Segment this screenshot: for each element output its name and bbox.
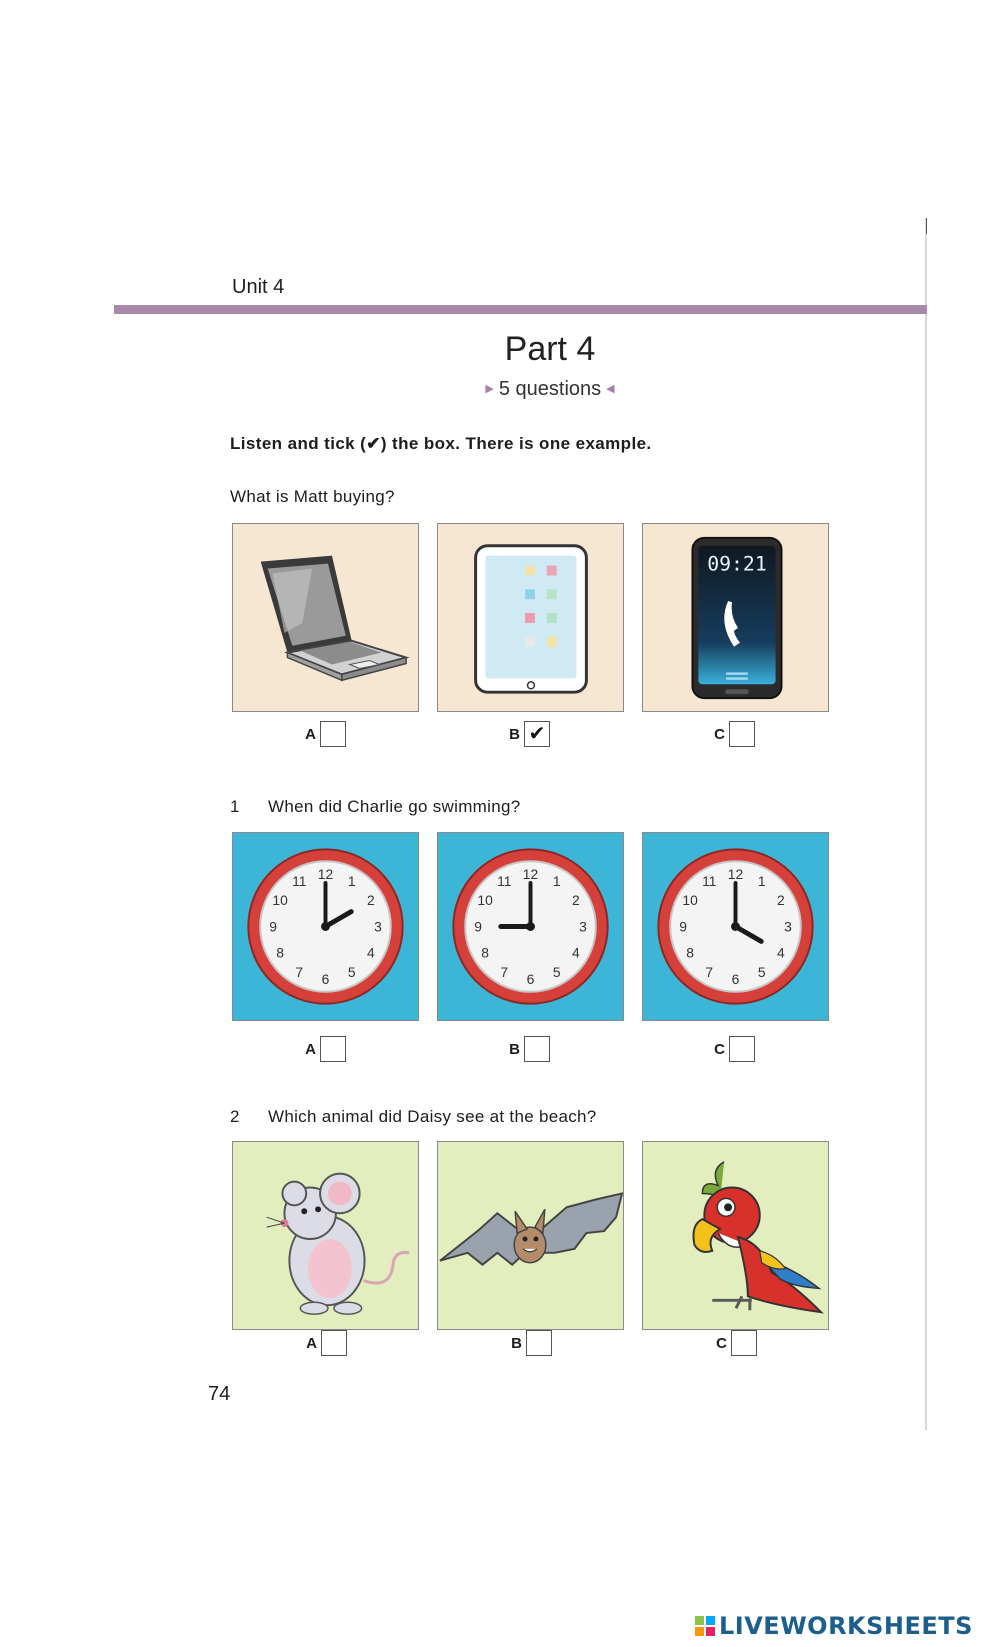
question-1-picture-c [642, 832, 829, 1021]
question-2-picture-c [642, 1141, 829, 1330]
clock-numeral: 4 [777, 944, 785, 961]
question-2-option-a[interactable] [297, 1328, 347, 1358]
clock-numeral: 4 [367, 944, 375, 961]
option-letter: A [305, 725, 316, 743]
question-2-option-c[interactable] [707, 1328, 757, 1358]
page-edge [925, 218, 927, 1430]
clock-numeral: 9 [269, 918, 277, 935]
parrot-picture [643, 1142, 828, 1329]
clock-center [321, 922, 330, 931]
instruction-text: Listen and tick (✔) the box. There is one example. [230, 434, 652, 453]
clock-numeral: 11 [292, 873, 307, 890]
question-count: 5 questions [498, 378, 602, 400]
tablet-picture [438, 524, 623, 711]
question-2-picture-b [437, 1141, 624, 1330]
unit-divider [114, 305, 927, 314]
answer-checkbox[interactable]: ✔ [524, 721, 550, 747]
answer-checkbox[interactable] [729, 1036, 755, 1062]
answer-checkbox[interactable] [524, 1036, 550, 1062]
clock-numeral: 9 [474, 918, 482, 935]
option-letter: B [509, 725, 520, 743]
example-option-c[interactable] [705, 719, 755, 749]
clock-numeral: 8 [276, 944, 284, 961]
clock-numeral: 2 [572, 892, 580, 909]
clock-numeral: 1 [347, 873, 356, 890]
clock-numeral: 8 [481, 944, 489, 961]
clock-center [731, 922, 740, 931]
clock-numeral: 2 [777, 892, 785, 909]
option-letter: C [714, 725, 725, 743]
clock-numeral: 10 [477, 892, 493, 909]
clock-numeral: 7 [295, 963, 304, 980]
clock-numeral: 3 [579, 918, 587, 935]
option-letter: B [511, 1334, 522, 1352]
clock-numeral: 6 [731, 970, 740, 987]
answer-checkbox[interactable] [320, 721, 346, 747]
clock-numeral: 6 [526, 970, 535, 987]
clock-numeral: 5 [552, 963, 561, 980]
question-number: 1 [230, 797, 240, 816]
clock-numeral: 12 [727, 866, 744, 883]
option-letter: A [305, 1040, 316, 1058]
example-option-b[interactable] [500, 719, 550, 749]
bat-picture [438, 1142, 623, 1329]
example-option-a[interactable] [296, 719, 346, 749]
question-1-option-b[interactable] [500, 1034, 550, 1064]
clock-numeral: 8 [686, 944, 694, 961]
clock-numeral: 1 [552, 873, 561, 890]
grid-logo-icon [695, 1616, 715, 1636]
option-letter: C [714, 1040, 725, 1058]
question-1 [230, 797, 520, 817]
clock-numeral: 3 [374, 918, 382, 935]
answer-checkbox[interactable] [526, 1330, 552, 1356]
clock-numeral: 7 [500, 963, 509, 980]
option-letter: B [509, 1040, 520, 1058]
clock-numeral: 12 [317, 866, 334, 883]
option-letter: A [306, 1334, 317, 1352]
clock-numeral: 4 [572, 944, 580, 961]
answer-checkbox[interactable] [320, 1036, 346, 1062]
clock-numeral: 5 [347, 963, 356, 980]
part-title: Part 4 [504, 330, 596, 368]
clock-numeral: 5 [757, 963, 766, 980]
clock-numeral: 2 [367, 892, 375, 909]
question-number: 2 [230, 1107, 240, 1126]
clock-numeral: 9 [679, 918, 687, 935]
page-edge-mark [926, 218, 927, 234]
question-2-option-b[interactable] [502, 1328, 552, 1358]
part-subtitle [380, 378, 720, 401]
clock-numeral: 11 [497, 873, 512, 890]
clock-numeral: 1 [757, 873, 766, 890]
mouse-picture [233, 1142, 418, 1329]
page-number: 74 [208, 1383, 231, 1405]
example-picture-b [437, 523, 624, 712]
triangle-right-icon: ▶ [485, 383, 494, 395]
question-1-picture-b [437, 832, 624, 1021]
clock-picture [438, 833, 623, 1020]
laptop-picture [233, 524, 418, 711]
clock-center [526, 922, 535, 931]
clock-picture [233, 833, 418, 1020]
clock-numeral: 10 [272, 892, 288, 909]
smartphone-picture [643, 524, 828, 711]
clock-picture [643, 833, 828, 1020]
brand-logo [695, 1612, 973, 1640]
example-picture-a [232, 523, 419, 712]
option-letter: C [716, 1334, 727, 1352]
question-1-picture-a [232, 832, 419, 1021]
question-1-option-a[interactable] [296, 1034, 346, 1064]
question-2-picture-a [232, 1141, 419, 1330]
clock-numeral: 11 [702, 873, 717, 890]
question-text: When did Charlie go swimming? [268, 797, 521, 816]
question-text: Which animal did Daisy see at the beach? [268, 1107, 597, 1126]
answer-checkbox[interactable] [729, 721, 755, 747]
clock-numeral: 6 [321, 970, 330, 987]
brand-name: LIVEWORKSHEETS [719, 1612, 973, 1640]
example-picture-c [642, 523, 829, 712]
question-2 [230, 1107, 597, 1127]
answer-checkbox[interactable] [731, 1330, 757, 1356]
unit-label: Unit 4 [232, 276, 285, 298]
answer-checkbox[interactable] [321, 1330, 347, 1356]
clock-numeral: 12 [522, 866, 539, 883]
clock-numeral: 7 [705, 963, 714, 980]
question-1-option-c[interactable] [705, 1034, 755, 1064]
phone-clock-readout: 09:21 [707, 552, 767, 576]
clock-numeral: 3 [784, 918, 792, 935]
clock-numeral: 10 [682, 892, 698, 909]
example-question: What is Matt buying? [230, 487, 395, 506]
triangle-left-icon: ◀ [606, 383, 615, 395]
